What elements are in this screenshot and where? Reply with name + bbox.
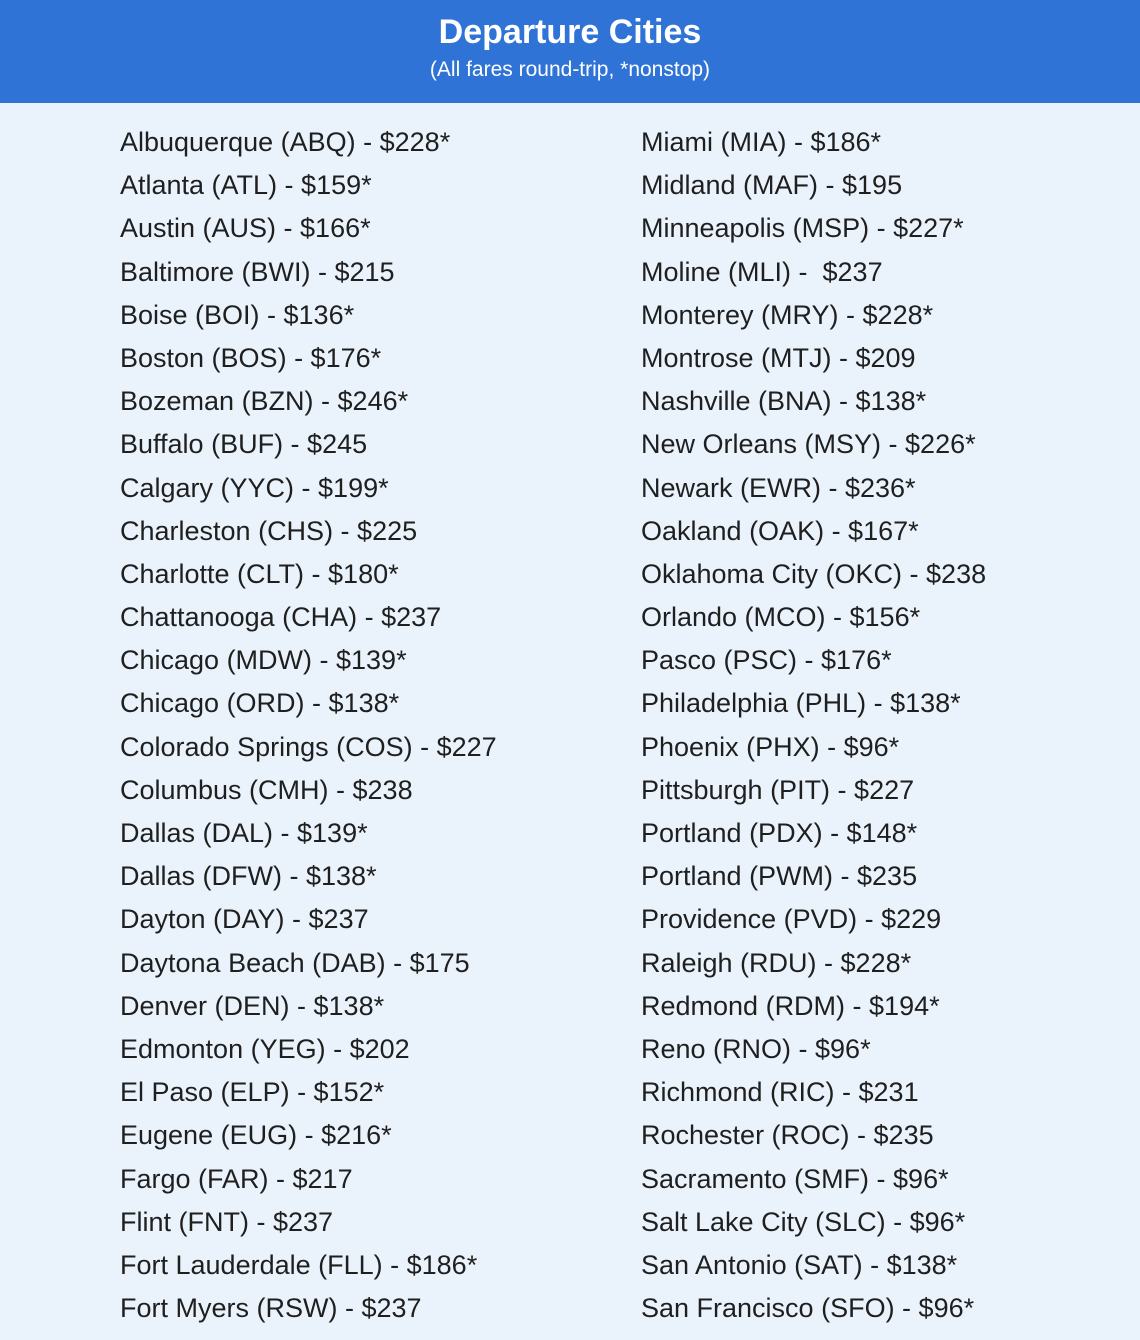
city-list-right xyxy=(641,121,986,1330)
city-fare-item: Boston (BOS) - $176* xyxy=(120,342,382,373)
city-fare-item: Fargo (FAR) - $217 xyxy=(120,1163,353,1194)
city-fare-item: Colorado Springs (COS) - $227 xyxy=(120,731,497,762)
city-fare-item: Nashville (BNA) - $138* xyxy=(641,386,927,417)
city-fare-item: Portland (PDX) - $148* xyxy=(641,818,918,848)
city-fare-item: Moline (MLI) - $237 xyxy=(641,256,883,287)
city-fare-item: Austin (AUS) - $166* xyxy=(120,213,371,244)
city-fare-item: Chicago (MDW) - $139* xyxy=(120,645,407,676)
city-fare-item: Boise (BOI) - $136* xyxy=(120,299,355,330)
city-fare-item: Pittsburgh (PIT) - $227 xyxy=(641,774,915,805)
city-fare-item: Phoenix (PHX) - $96* xyxy=(641,731,900,762)
city-fare-item: Redmond (RDM) - $194* xyxy=(641,990,940,1021)
city-fare-item: Daytona Beach (DAB) - $175 xyxy=(120,947,470,978)
city-fare-item: Dallas (DAL) - $139* xyxy=(120,818,368,848)
city-fare-item: Chicago (ORD) - $138* xyxy=(120,688,400,719)
city-fare-item: Miami (MIA) - $186* xyxy=(641,127,882,157)
city-fare-item: Montrose (MTJ) - $209 xyxy=(641,342,916,373)
city-fare-item: Edmonton (YEG) - $202 xyxy=(120,1033,410,1064)
city-fare-item: Buffalo (BUF) - $245 xyxy=(120,429,368,460)
city-fare-item: Albuquerque (ABQ) - $228* xyxy=(120,127,451,157)
city-fare-item: Bozeman (BZN) - $246* xyxy=(120,386,409,417)
city-fare-item: Salt Lake City (SLC) - $96* xyxy=(641,1206,966,1237)
city-fare-item: Chattanooga (CHA) - $237 xyxy=(120,602,442,633)
city-fare-item: Dallas (DFW) - $138* xyxy=(120,861,377,892)
city-fare-item: El Paso (ELP) - $152* xyxy=(120,1077,385,1108)
city-fare-item: Rochester (ROC) - $235 xyxy=(641,1120,934,1151)
city-fare-item: Charlotte (CLT) - $180* xyxy=(120,558,399,589)
city-fare-item: Orlando (MCO) - $156* xyxy=(641,602,921,633)
city-fare-item: Sacramento (SMF) - $96* xyxy=(641,1163,949,1194)
city-fare-item: Eugene (EUG) - $216* xyxy=(120,1120,392,1151)
header-banner xyxy=(0,0,1140,103)
city-fare-item: San Francisco (SFO) - $96* xyxy=(641,1293,975,1324)
city-fare-item: Midland (MAF) - $195 xyxy=(641,170,903,201)
city-fare-item: Columbus (CMH) - $238 xyxy=(120,774,413,805)
city-fare-item: Richmond (RIC) - $231 xyxy=(641,1077,919,1108)
city-fare-item: Calgary (YYC) - $199* xyxy=(120,472,389,503)
page-subtitle: (All fares round-trip, *nonstop) xyxy=(429,58,711,81)
city-fare-item: Raleigh (RDU) - $228* xyxy=(641,947,912,978)
city-fare-item: Fort Myers (RSW) - $237 xyxy=(120,1293,422,1324)
city-fare-item: Charleston (CHS) - $225 xyxy=(120,515,418,546)
city-fare-item: Minneapolis (MSP) - $227* xyxy=(641,213,964,244)
city-fare-item: Pasco (PSC) - $176* xyxy=(641,645,892,676)
city-fare-item: Baltimore (BWI) - $215 xyxy=(120,256,395,287)
city-fare-item: Fort Lauderdale (FLL) - $186* xyxy=(120,1249,478,1280)
city-fare-item: Oklahoma City (OKC) - $238 xyxy=(641,558,987,589)
city-fare-item: Dayton (DAY) - $237 xyxy=(120,904,369,935)
city-fare-item: Newark (EWR) - $236* xyxy=(641,472,916,503)
city-fare-item: Oakland (OAK) - $167* xyxy=(641,515,919,546)
city-fare-item: Philadelphia (PHL) - $138* xyxy=(641,688,961,719)
city-fare-item: New Orleans (MSY) - $226* xyxy=(641,429,976,460)
city-fare-item: San Antonio (SAT) - $138* xyxy=(641,1249,958,1280)
city-fare-item: Atlanta (ATL) - $159* xyxy=(120,170,372,201)
city-fare-item: Reno (RNO) - $96* xyxy=(641,1033,871,1064)
city-list-left xyxy=(120,121,497,1330)
city-fare-item: Flint (FNT) - $237 xyxy=(120,1206,334,1237)
city-fare-item: Portland (PWM) - $235 xyxy=(641,861,918,892)
city-fare-item: Monterey (MRY) - $228* xyxy=(641,299,934,330)
city-fare-item: Providence (PVD) - $229 xyxy=(641,904,942,935)
city-fare-item: Denver (DEN) - $138* xyxy=(120,990,385,1021)
page-title: Departure Cities xyxy=(438,13,702,51)
